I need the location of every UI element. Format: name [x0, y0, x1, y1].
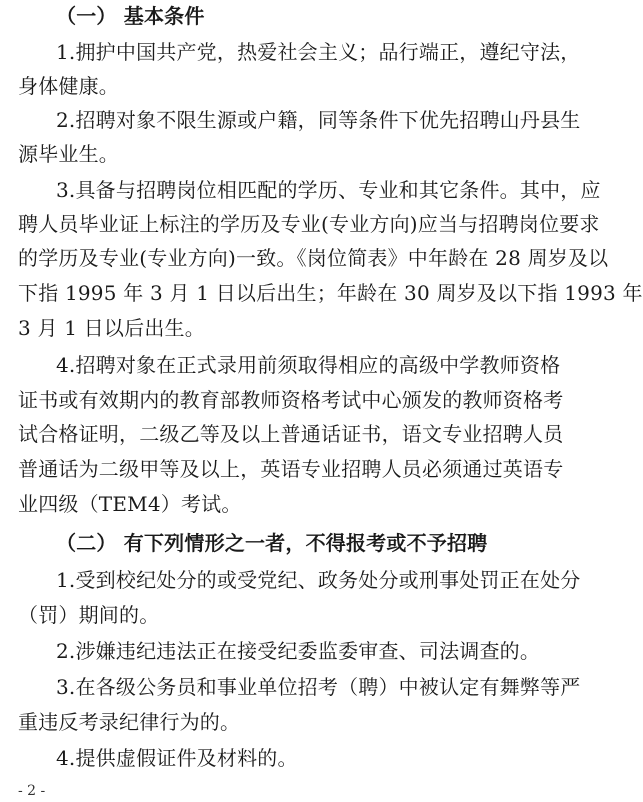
paragraph-line: 普通话为二级甲等及以上，英语专业招聘人员必须通过英语专	[18, 457, 564, 481]
paragraph-line: 2.涉嫌违纪违法正在接受纪委监委审查、司法调查的。	[56, 639, 541, 663]
paragraph-line: 身体健康。	[18, 74, 119, 98]
section-1-heading: （一） 基本条件	[56, 4, 205, 28]
paragraph-line: 下指 1995 年 3 月 1 日以后出生；年龄在 30 周岁及以下指 1993 年	[18, 281, 643, 305]
paragraph-line: 3.在各级公务员和事业单位招考（聘）中被认定有舞弊等严	[56, 675, 581, 699]
paragraph-line: 源毕业生。	[18, 142, 119, 166]
paragraph-line: 3 月 1 日以后出生。	[18, 316, 205, 340]
paragraph-line: 重违反考录纪律行为的。	[18, 710, 241, 734]
page-number: - 2 -	[18, 783, 46, 799]
paragraph-line: 的学历及专业(专业方向)一致。《岗位简表》中年龄在 28 周岁及以	[18, 246, 609, 270]
paragraph-line: 3.具备与招聘岗位相匹配的学历、专业和其它条件。其中，应	[56, 178, 601, 202]
paragraph-line: 1.拥护中国共产党，热爱社会主义；品行端正，遵纪守法，	[56, 40, 581, 64]
paragraph-line: 4.提供虚假证件及材料的。	[56, 746, 298, 770]
paragraph-line: 聘人员毕业证上标注的学历及专业(专业方向)应当与招聘岗位要求	[18, 212, 600, 236]
paragraph-line: 2.招聘对象不限生源或户籍，同等条件下优先招聘山丹县生	[56, 108, 581, 132]
paragraph-line: 1.受到校纪处分的或受党纪、政务处分或刑事处罚正在处分	[56, 568, 581, 592]
paragraph-line: （罚）期间的。	[18, 603, 160, 627]
paragraph-line: 证书或有效期内的教育部教师资格考试中心颁发的教师资格考	[18, 388, 564, 412]
paragraph-line: 4.招聘对象在正式录用前须取得相应的高级中学教师资格	[56, 353, 561, 377]
section-2-heading: （二） 有下列情形之一者，不得报考或不予招聘	[56, 531, 488, 555]
paragraph-line: 试合格证明，二级乙等及以上普通话证书，语文专业招聘人员	[18, 422, 564, 446]
paragraph-line: 业四级（TEM4）考试。	[18, 492, 242, 516]
